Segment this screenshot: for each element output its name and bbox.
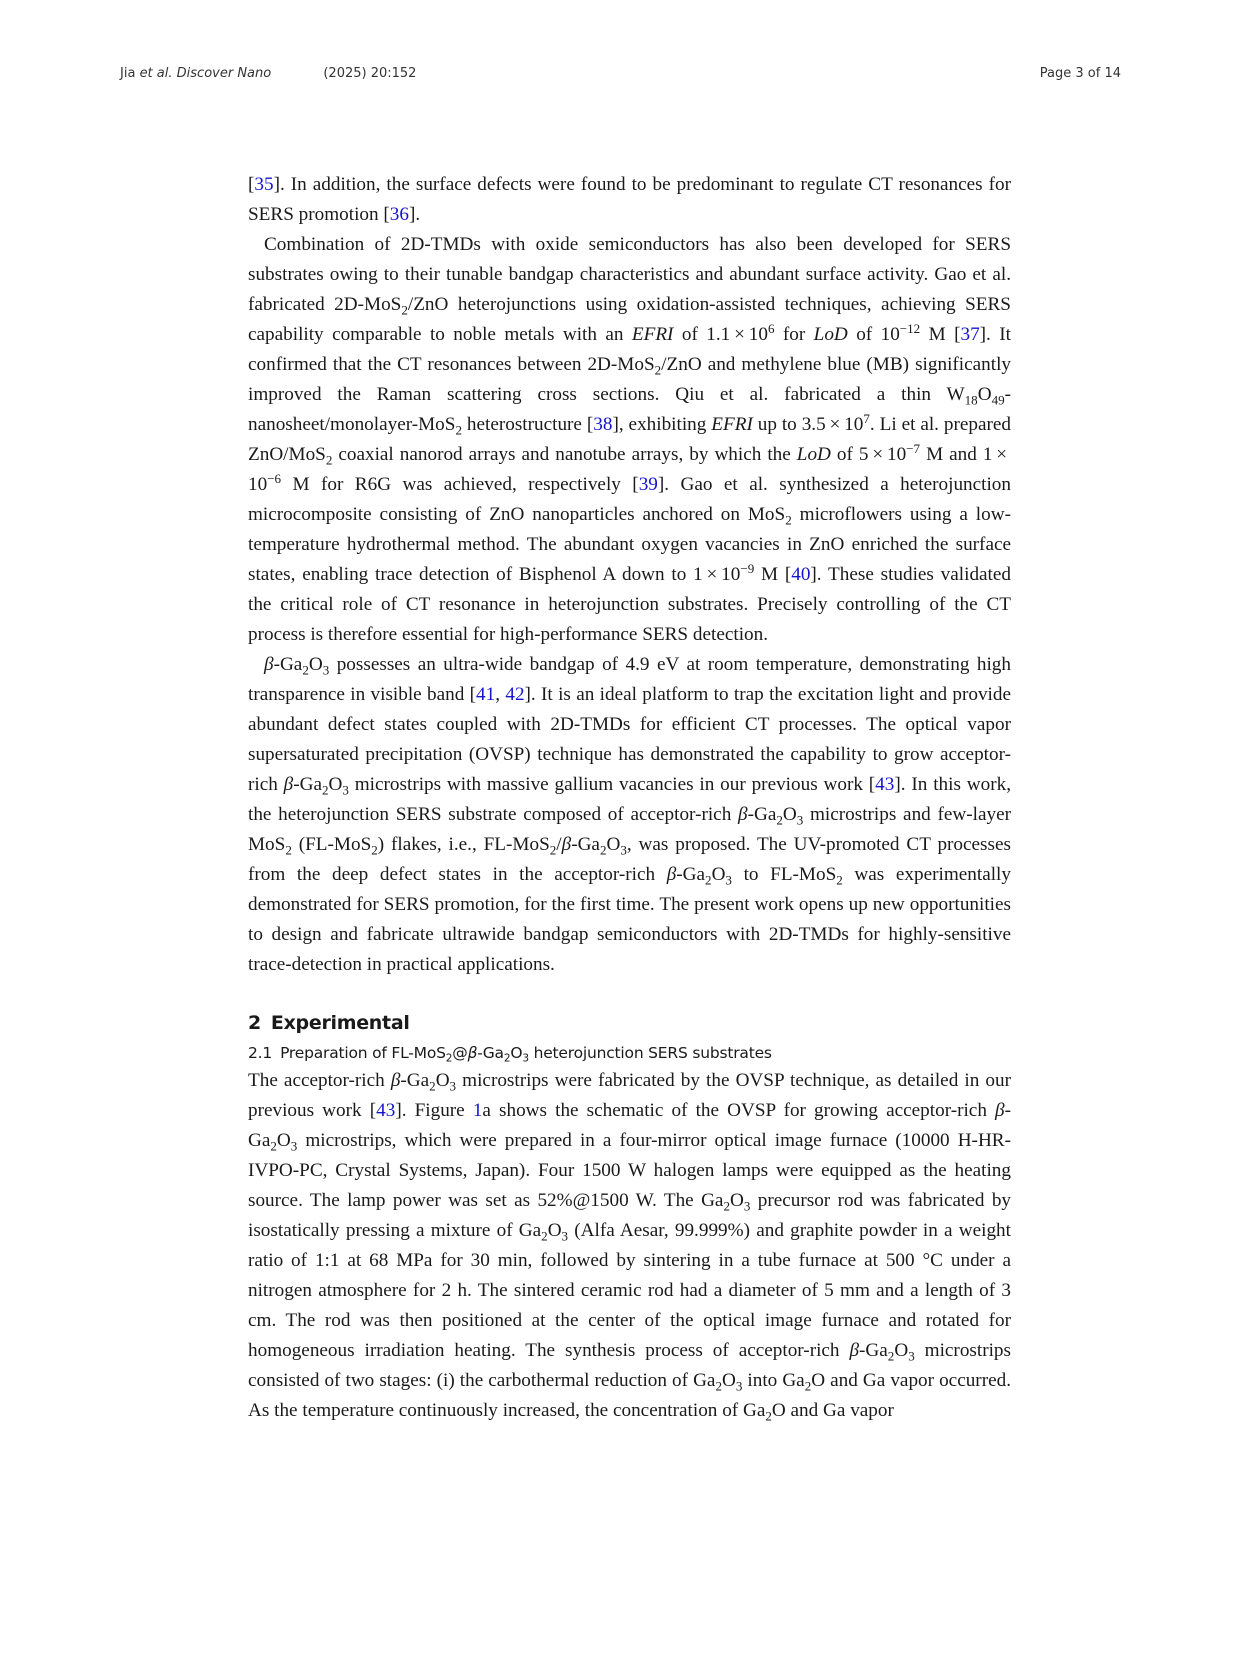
italic-text: β bbox=[283, 774, 294, 795]
text-run: heterostructure [ bbox=[461, 414, 594, 435]
subscript: 2 bbox=[804, 1378, 812, 1394]
text-run: microflowers using a low-temperature hydrothermal method. The abundant oxygen vacancies in ZnO enriched the surface states, enabling trace detection of Bisphenol A down to 1 × 10 bbox=[248, 504, 1011, 585]
text-run: of 10 bbox=[847, 324, 900, 345]
subscript: 2 bbox=[455, 422, 462, 438]
subscript: 2 bbox=[765, 1408, 772, 1424]
superscript: −7 bbox=[906, 440, 921, 456]
text-run: microstrips and few-layer MoS bbox=[248, 804, 1011, 855]
subscript: 2 bbox=[371, 842, 378, 858]
subsection-heading bbox=[248, 1040, 1011, 1066]
italic-text: β bbox=[666, 864, 677, 885]
text-run: was experimentally demonstrated for SERS promotion, for the first time. The present work opens up new opportunities to design and fabricate ultrawide bandgap semiconductors with 2D-TMDs for highly-sensitive trace-detection in practical applications. bbox=[248, 864, 1011, 975]
running-head bbox=[120, 66, 1121, 81]
text-run: [ bbox=[248, 174, 255, 195]
text-run: ]. These studies validated the critical role of CT resonance in heterojunction substrates. Precisely controlling of the CT process is therefore essential for high-performance SERS detection. bbox=[248, 564, 1011, 645]
text-run: O bbox=[328, 774, 343, 795]
superscript: 6 bbox=[767, 320, 775, 336]
introduction-paragraphs bbox=[248, 170, 1011, 980]
text-run: / bbox=[556, 834, 562, 855]
subscript: 2 bbox=[705, 872, 712, 888]
text-run: -Ga bbox=[273, 654, 303, 675]
text-run: ]. bbox=[408, 204, 421, 225]
text-run: O bbox=[547, 1220, 562, 1241]
subscript: 2 bbox=[776, 812, 783, 828]
text-run: ]. In addition, the surface defects were found to be predominant to regulate CT resonances for SERS promotion [ bbox=[248, 174, 1011, 225]
reference-link[interactable]: 40 bbox=[791, 564, 811, 585]
text-run: O bbox=[729, 1190, 744, 1211]
text-run: O bbox=[711, 864, 726, 885]
italic-text: β bbox=[390, 1070, 401, 1091]
italic-text: β bbox=[467, 1044, 478, 1062]
text-run: , bbox=[495, 684, 506, 705]
text-run: ]. It is an ideal platform to trap the excitation light and provide abundant defect states coupled with 2D-TMDs for efficient CT processes. The optical vapor supersaturated precipitation (OVSP) technique has demonstrated the capability to grow acceptor-rich bbox=[248, 684, 1011, 795]
subscript: 3 bbox=[342, 782, 349, 798]
text-run: -Ga bbox=[248, 1100, 1011, 1151]
running-head-left bbox=[120, 66, 416, 81]
text-run: M for R6G was achieved, respectively [ bbox=[281, 474, 639, 495]
subscript: 2 bbox=[285, 842, 292, 858]
text-run: . Li et al. prepared ZnO/MoS bbox=[248, 414, 1012, 465]
page-number: Page 3 of 14 bbox=[1039, 66, 1121, 81]
subscript: 2 bbox=[654, 362, 662, 378]
text-run: to FL-MoS bbox=[731, 864, 837, 885]
subscript: 2 bbox=[503, 1052, 511, 1065]
subscript: 2 bbox=[887, 1348, 895, 1364]
subscript: 2 bbox=[541, 1228, 548, 1244]
text-run: microstrips with massive gallium vacancies in our previous work [ bbox=[348, 774, 876, 795]
italic-text: β bbox=[995, 1100, 1005, 1121]
text-run: O bbox=[435, 1070, 450, 1091]
subscript: 2 bbox=[322, 782, 329, 798]
text-run: O bbox=[308, 654, 323, 675]
citation: (2025) 20:152 bbox=[323, 66, 417, 81]
subscript: 2 bbox=[836, 872, 843, 888]
subscript: 3 bbox=[796, 812, 804, 828]
et-al: et al. bbox=[139, 66, 173, 81]
subscript: 3 bbox=[322, 662, 330, 678]
subscript: 2 bbox=[270, 1138, 277, 1154]
subscript: 3 bbox=[743, 1198, 751, 1214]
text-run: Preparation of FL-MoS bbox=[280, 1044, 446, 1062]
section-title: Experimental bbox=[270, 1012, 410, 1034]
text-run: (Alfa Aesar, 99.999%) and graphite powder in a weight ratio of 1:1 at 68 MPa for 30 min, followed by sintering in a tube furnace at 500 °C under a nitrogen atmosphere for 2 h. The sintered ceramic rod had a diameter of 5 mm and a length of 3 cm. The rod was then positioned at the center of the optical image furnace and rotated for homogeneous irradiation heating. The synthesis process of acceptor-rich bbox=[248, 1220, 1011, 1361]
subscript: 3 bbox=[620, 842, 627, 858]
text-run: into Ga bbox=[742, 1370, 805, 1391]
reference-link[interactable]: 35 bbox=[254, 174, 274, 195]
italic-text: EFRI bbox=[711, 414, 753, 435]
subsection-number: 2.1 bbox=[248, 1044, 273, 1062]
reference-link[interactable]: 1 bbox=[472, 1100, 483, 1121]
subscript: 3 bbox=[908, 1348, 915, 1364]
superscript: −6 bbox=[267, 470, 282, 486]
text-run: O bbox=[721, 1370, 736, 1391]
italic-text: β bbox=[849, 1340, 860, 1361]
subscript: 3 bbox=[522, 1052, 529, 1065]
text-run: Combination of 2D-TMDs with oxide semiconductors has also been developed for SERS substrates owing to their tunable bandgap characteristics and abundant surface activity. Gao et al. fabricated 2D-MoS bbox=[248, 234, 1011, 315]
text-run: O bbox=[276, 1130, 291, 1151]
reference-link[interactable]: 37 bbox=[960, 324, 980, 345]
superscript: −9 bbox=[740, 560, 755, 576]
italic-text: LoD bbox=[796, 444, 831, 465]
text-run: ]. Figure bbox=[395, 1100, 473, 1121]
subsection-title bbox=[280, 1044, 772, 1065]
text-run: M and 1 × 10 bbox=[248, 444, 1011, 495]
section-heading bbox=[248, 1010, 1011, 1036]
text-run: O bbox=[606, 834, 621, 855]
subscript: 3 bbox=[449, 1078, 457, 1094]
text-run: O bbox=[894, 1340, 909, 1361]
superscript: 7 bbox=[863, 410, 870, 426]
subscript: 2 bbox=[429, 1078, 436, 1094]
text-run: O bbox=[510, 1044, 523, 1062]
text-run: O and Ga vapor occurred. As the temperature continuously increased, the concentration of Ga bbox=[248, 1370, 1011, 1421]
reference-link[interactable]: 36 bbox=[389, 204, 409, 225]
text-run: up to 3.5 × 10 bbox=[752, 414, 864, 435]
paragraph bbox=[248, 650, 1011, 980]
text-run: of 5 × 10 bbox=[830, 444, 907, 465]
subscript: 2 bbox=[549, 842, 557, 858]
text-run: precursor rod was fabricated by isostatically pressing a mixture of Ga bbox=[248, 1190, 1012, 1241]
italic-text: LoD bbox=[813, 324, 848, 345]
reference-link[interactable]: 43 bbox=[376, 1100, 396, 1121]
journal-name: Discover Nano bbox=[176, 66, 272, 81]
text-run: (FL-MoS bbox=[291, 834, 372, 855]
text-run: -Ga bbox=[859, 1340, 888, 1361]
subscript: 18 bbox=[964, 392, 978, 408]
text-run: M [ bbox=[920, 324, 961, 345]
text-run: -Ga bbox=[293, 774, 322, 795]
subscript: 3 bbox=[290, 1138, 298, 1154]
text-run: a shows the schematic of the OVSP for growing acceptor-rich bbox=[482, 1100, 996, 1121]
text-run: of 1.1 × 10 bbox=[673, 324, 768, 345]
text-run: microstrips, which were prepared in a four-mirror optical image furnace (10000 H-HR-IVPO-PC, Crystal Systems, Japan). Four 1500 W halogen lamps were equipped as the heating source. The lamp power was set as 52%@1500 W. The Ga bbox=[248, 1130, 1011, 1211]
subscript: 2 bbox=[302, 662, 309, 678]
text-run: microstrips were fabricated by the OVSP technique, as detailed in our previous work [ bbox=[248, 1070, 1011, 1121]
reference-link[interactable]: 41 bbox=[476, 684, 496, 705]
reference-link[interactable]: 42 bbox=[505, 684, 525, 705]
text-run: /ZnO and methylene blue (MB) significantly improved the Raman scattering cross sections. Qiu et al. fabricated a thin W bbox=[248, 354, 1011, 405]
italic-text: β bbox=[264, 654, 274, 675]
reference-link[interactable]: 43 bbox=[875, 774, 895, 795]
text-run: -Ga bbox=[477, 1044, 504, 1062]
text-run: O bbox=[782, 804, 797, 825]
paragraph bbox=[248, 1066, 1011, 1426]
text-run: -Ga bbox=[400, 1070, 430, 1091]
subscript: 3 bbox=[725, 872, 732, 888]
text-run: for bbox=[774, 324, 814, 345]
subscript: 2 bbox=[599, 842, 607, 858]
subscript: 2 bbox=[715, 1378, 722, 1394]
text-run: microstrips consisted of two stages: (i) the carbothermal reduction of Ga bbox=[248, 1340, 1011, 1391]
italic-text: β bbox=[738, 804, 748, 825]
subscript: 2 bbox=[723, 1198, 730, 1214]
text-run: @ bbox=[452, 1044, 468, 1062]
paragraph bbox=[248, 170, 1011, 230]
methods-paragraphs bbox=[248, 1066, 1011, 1426]
subscript: 3 bbox=[735, 1378, 743, 1394]
paragraph bbox=[248, 230, 1011, 650]
text-run: /ZnO heterojunctions using oxidation-assisted techniques, achieving SERS capability comparable to noble metals with an bbox=[248, 294, 1011, 345]
italic-text: EFRI bbox=[631, 324, 674, 345]
subscript: 2 bbox=[325, 452, 333, 468]
text-run: -Ga bbox=[676, 864, 706, 885]
text-run: ]. In this work, the heterojunction SERS substrate composed of acceptor-rich bbox=[248, 774, 1011, 825]
reference-link[interactable]: 38 bbox=[593, 414, 613, 435]
text-run: possesses an ultra-wide bandgap of 4.9 eV at room temperature, demonstrating high transparence in visible band [ bbox=[248, 654, 1011, 705]
text-run: -Ga bbox=[747, 804, 777, 825]
superscript: −12 bbox=[899, 320, 921, 336]
subscript: 49 bbox=[991, 392, 1005, 408]
italic-text: β bbox=[561, 834, 572, 855]
text-run: ]. It confirmed that the CT resonances between 2D-MoS bbox=[248, 324, 1011, 375]
article-body bbox=[248, 170, 1011, 1426]
text-run: ], exhibiting bbox=[612, 414, 712, 435]
text-run: -Ga bbox=[571, 834, 600, 855]
text-run: , was proposed. The UV-promoted CT processes from the deep defect states in the acceptor-rich bbox=[248, 834, 1011, 885]
author-name: Jia bbox=[120, 66, 136, 81]
text-run: M [ bbox=[754, 564, 792, 585]
section-number: 2 bbox=[248, 1012, 261, 1034]
text-run: ]. Gao et al. synthesized a heterojunction microcomposite consisting of ZnO nanoparticles anchored on MoS bbox=[248, 474, 1011, 525]
text-run: O bbox=[977, 384, 992, 405]
subscript: 3 bbox=[561, 1228, 569, 1244]
text-run: heterojunction SERS substrates bbox=[528, 1044, 772, 1062]
subscript: 2 bbox=[445, 1052, 453, 1065]
text-run: coaxial nanorod arrays and nanotube arrays, by which the bbox=[332, 444, 797, 465]
text-run: The acceptor-rich bbox=[248, 1070, 391, 1091]
subscript: 2 bbox=[785, 512, 792, 528]
subscript: 2 bbox=[401, 302, 408, 318]
text-run: -nanosheet/monolayer-MoS bbox=[248, 384, 1011, 435]
text-run: ) flakes, i.e., FL-MoS bbox=[377, 834, 550, 855]
reference-link[interactable]: 39 bbox=[638, 474, 658, 495]
text-run: O and Ga vapor bbox=[771, 1400, 894, 1421]
